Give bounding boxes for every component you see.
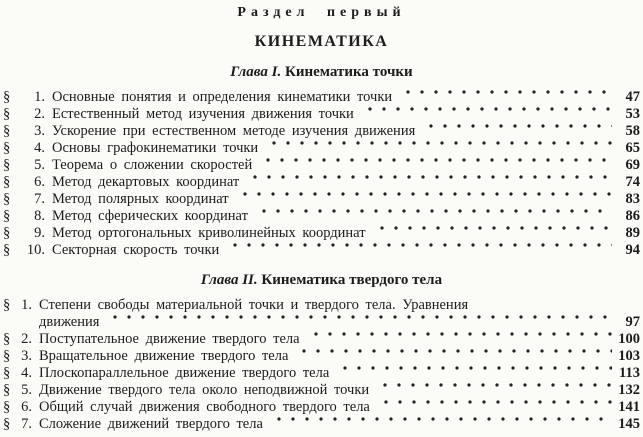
entry-body bbox=[52, 242, 640, 259]
page-number: 145 bbox=[618, 416, 640, 432]
page-number: 89 bbox=[625, 225, 640, 241]
entry-number: 1. bbox=[34, 89, 45, 105]
entry-body bbox=[39, 348, 640, 365]
page-number: 86 bbox=[625, 208, 640, 224]
entry-number: 2. bbox=[21, 331, 32, 347]
entry-title: Общий случай движения свободного твердого тела bbox=[39, 399, 370, 415]
chapter-heading bbox=[3, 64, 640, 81]
entry-number: 1. bbox=[21, 297, 32, 313]
dot-leader bbox=[379, 399, 612, 416]
entry-body bbox=[52, 225, 640, 242]
entry-body bbox=[52, 140, 640, 157]
chapter-heading-title: Кинематика твердого тела bbox=[261, 272, 443, 288]
section-symbol: § bbox=[3, 331, 11, 347]
section-symbol: § bbox=[3, 399, 11, 415]
entry-title: Степени свободы материальной точки и твердого тела. Уравнения bbox=[39, 297, 469, 313]
page-number: 97 bbox=[625, 314, 640, 330]
entry-body bbox=[39, 382, 640, 399]
toc-list bbox=[3, 89, 640, 259]
toc-entry-row bbox=[3, 157, 640, 174]
entry-number: 3. bbox=[34, 123, 45, 139]
entry-number: 10. bbox=[26, 242, 45, 258]
toc-entry-row bbox=[3, 174, 640, 191]
entry-body bbox=[39, 365, 640, 382]
page-number: 53 bbox=[625, 106, 640, 122]
entry-number: 6. bbox=[21, 399, 32, 415]
toc-entry-row bbox=[3, 348, 640, 365]
dot-leader bbox=[297, 348, 612, 365]
section-symbol: § bbox=[3, 140, 11, 156]
toc-entry-line bbox=[39, 365, 640, 382]
entry-body bbox=[39, 331, 640, 348]
section-symbol: § bbox=[3, 365, 11, 381]
section-symbol: § bbox=[3, 416, 11, 432]
dot-leader bbox=[272, 416, 612, 433]
entry-number: 6. bbox=[34, 174, 45, 190]
section-symbol: § bbox=[3, 157, 11, 173]
chapter-heading-title: Кинематика точки bbox=[284, 64, 413, 80]
entry-body bbox=[52, 174, 640, 191]
section-symbol: § bbox=[3, 123, 11, 139]
chapter-heading-number: Глава II. bbox=[200, 272, 258, 288]
dot-leader bbox=[375, 225, 612, 242]
toc-entry-row bbox=[3, 123, 640, 140]
page-number: 47 bbox=[625, 89, 640, 105]
entry-body bbox=[39, 416, 640, 433]
toc-entry-line bbox=[52, 123, 640, 140]
dot-leader bbox=[338, 365, 612, 382]
section-symbol: § bbox=[3, 348, 11, 364]
toc-entry-row bbox=[3, 399, 640, 416]
dot-leader bbox=[267, 140, 612, 157]
entry-title: Плоскопараллельное движение твердого тела bbox=[39, 365, 330, 381]
toc-entry-line bbox=[39, 331, 640, 348]
entry-body bbox=[52, 123, 640, 140]
dot-leader bbox=[248, 174, 612, 191]
page-number: 74 bbox=[625, 174, 640, 190]
entry-title: Основы графокинематики точки bbox=[52, 140, 259, 156]
entry-number: 3. bbox=[21, 348, 32, 364]
section-symbol: § bbox=[3, 242, 11, 258]
section-symbol: § bbox=[3, 208, 11, 224]
entry-title: движения bbox=[39, 314, 100, 330]
entry-number: 8. bbox=[34, 208, 45, 224]
entry-number: 4. bbox=[21, 365, 32, 381]
chapter-heading bbox=[3, 272, 640, 289]
toc-entry-line bbox=[52, 174, 640, 191]
page-number: 83 bbox=[625, 191, 640, 207]
page-number: 141 bbox=[618, 399, 640, 415]
section-symbol: § bbox=[3, 297, 11, 313]
part-title: КИНЕМАТИКА bbox=[254, 33, 389, 50]
entry-body bbox=[52, 208, 640, 225]
entry-number: 4. bbox=[34, 140, 45, 156]
section-symbol: § bbox=[3, 191, 11, 207]
toc-entry-line bbox=[52, 157, 640, 174]
toc-entry-row bbox=[3, 416, 640, 433]
toc-entry-line bbox=[39, 416, 640, 433]
entry-title: Теорема о сложении скоростей bbox=[52, 157, 253, 173]
toc-entry-row bbox=[3, 331, 640, 348]
entry-title: Естественный метод изучения движения точки bbox=[52, 106, 354, 122]
page-number: 113 bbox=[619, 365, 640, 381]
entry-number: 5. bbox=[34, 157, 45, 173]
toc-entry-line bbox=[39, 382, 640, 399]
dot-leader bbox=[228, 242, 612, 259]
dot-leader bbox=[261, 157, 612, 174]
entry-title: Метод сферических координат bbox=[52, 208, 248, 224]
toc-entry-row bbox=[3, 140, 640, 157]
page-number: 58 bbox=[625, 123, 640, 139]
entry-title: Движение твердого тела около неподвижной точки bbox=[39, 382, 370, 398]
entry-body bbox=[52, 191, 640, 208]
entry-number: 9. bbox=[34, 225, 45, 241]
dot-leader bbox=[309, 331, 612, 348]
toc-entry-row bbox=[3, 382, 640, 399]
dot-leader bbox=[108, 314, 612, 331]
toc-entry-row bbox=[3, 225, 640, 242]
dot-leader bbox=[424, 123, 612, 140]
chapter-heading-number: Глава I. bbox=[230, 64, 282, 80]
toc-entry-line bbox=[52, 89, 640, 106]
entry-title: Основные понятия и определения кинематики точки bbox=[52, 89, 393, 105]
chapter-block-1 bbox=[3, 64, 640, 259]
dot-leader bbox=[378, 382, 612, 399]
page-number: 132 bbox=[618, 382, 640, 398]
toc-entry-line bbox=[39, 399, 640, 416]
toc-entry-row bbox=[3, 106, 640, 123]
toc-entry-row bbox=[3, 297, 640, 331]
entry-number: 5. bbox=[21, 382, 32, 398]
toc-entry-row bbox=[3, 191, 640, 208]
toc-entry-line bbox=[39, 314, 640, 331]
section-title: Раздел первый bbox=[237, 5, 406, 20]
entry-title: Метод полярных координат bbox=[52, 191, 229, 207]
entry-number: 7. bbox=[34, 191, 45, 207]
entry-title: Ускорение при естественном методе изучения движения bbox=[52, 123, 416, 139]
toc-entry-line bbox=[52, 208, 640, 225]
page-number: 65 bbox=[625, 140, 640, 156]
section-symbol: § bbox=[3, 106, 11, 122]
entry-number: 7. bbox=[21, 416, 32, 432]
section-symbol: § bbox=[3, 382, 11, 398]
chapter-block-2 bbox=[3, 272, 640, 433]
page-number: 94 bbox=[625, 242, 640, 258]
entry-body bbox=[39, 399, 640, 416]
entry-title: Метод декартовых координат bbox=[52, 174, 240, 190]
entry-title: Поступательное движение твердого тела bbox=[39, 331, 300, 347]
toc-entry-line bbox=[52, 140, 640, 157]
entry-body bbox=[52, 89, 640, 106]
toc-entry-line bbox=[52, 225, 640, 242]
dot-leader bbox=[401, 89, 612, 106]
entry-title: Вращательное движение твердого тела bbox=[39, 348, 289, 364]
toc-list bbox=[3, 297, 640, 433]
toc-entry-line bbox=[39, 297, 640, 314]
toc-entry-row bbox=[3, 89, 640, 106]
section-symbol: § bbox=[3, 174, 11, 190]
toc-entry-line bbox=[52, 191, 640, 208]
entry-title: Метод ортогональных криволинейных координат bbox=[52, 225, 366, 241]
toc-entry-row bbox=[3, 208, 640, 225]
page-number: 69 bbox=[625, 157, 640, 173]
toc-entry-row bbox=[3, 365, 640, 382]
dot-leader bbox=[363, 106, 612, 123]
toc-entry-line bbox=[39, 348, 640, 365]
entry-title: Секторная скорость точки bbox=[52, 242, 220, 258]
dot-leader bbox=[257, 208, 612, 225]
toc-entry-line bbox=[52, 242, 640, 259]
entry-title: Сложение движений твердого тела bbox=[39, 416, 263, 432]
section-symbol: § bbox=[3, 89, 11, 105]
entry-body bbox=[52, 106, 640, 123]
entry-body bbox=[52, 157, 640, 174]
page-number: 103 bbox=[618, 348, 640, 364]
page-number: 100 bbox=[618, 331, 640, 347]
toc-entry-line bbox=[52, 106, 640, 123]
section-symbol: § bbox=[3, 225, 11, 241]
entry-body bbox=[39, 297, 640, 331]
toc-entry-row bbox=[3, 242, 640, 259]
entry-number: 2. bbox=[34, 106, 45, 122]
dot-leader bbox=[238, 191, 612, 208]
